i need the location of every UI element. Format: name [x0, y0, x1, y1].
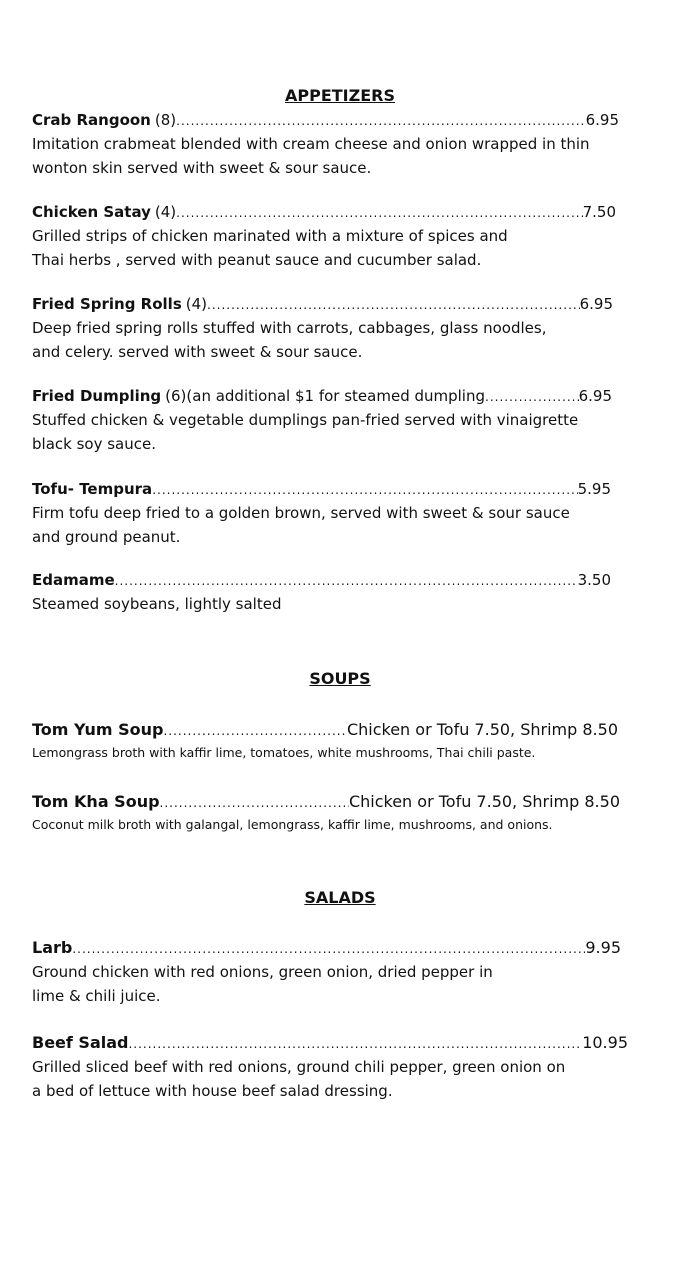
item-line [32, 1031, 628, 1056]
item-line [32, 109, 619, 133]
item-description-line2: and celery. served with sweet & sour sauce. [32, 342, 363, 361]
menu-item-larb [32, 936, 621, 1008]
menu-item-beef-salad [32, 1031, 628, 1103]
dot-leader [115, 570, 578, 593]
dot-leader [72, 938, 585, 961]
item-qty: (6)(an additional $1 for steamed dumpling [165, 387, 486, 405]
item-description: Imitation crabmeat blended with cream cheese and onion wrapped in thin [32, 135, 590, 153]
item-line [32, 569, 611, 593]
item-name: Crab Rangoon [32, 111, 151, 129]
item-name: Edamame [32, 571, 115, 589]
item-description-line2: a bed of lettuce with house beef salad dressing. [32, 1081, 393, 1100]
item-description: Deep fried spring rolls stuffed with carrots, cabbages, glass noodles, [32, 319, 547, 337]
item-line [32, 790, 620, 815]
item-qty: (8) [154, 111, 177, 129]
dot-leader [207, 294, 580, 317]
item-name: Tom Kha Soup [32, 792, 160, 811]
item-price: 6.95 [585, 111, 619, 129]
item-price: 9.95 [585, 938, 621, 957]
item-line [32, 478, 611, 502]
item-price: 5.95 [577, 480, 611, 498]
item-price: 6.95 [578, 387, 612, 405]
menu-item-tom-yum-soup [32, 718, 618, 763]
item-description-line2: lime & chili juice. [32, 986, 161, 1005]
item-line [32, 718, 618, 743]
dot-leader [163, 720, 347, 743]
menu-item-fried-dumpling [32, 385, 612, 456]
item-description: Stuffed chicken & vegetable dumplings pan-fried served with vinaigrette [32, 411, 579, 429]
menu-item-fried-spring-rolls [32, 293, 613, 364]
item-name: Chicken Satay [32, 203, 151, 221]
item-description: Coconut milk broth with galangal, lemongrass, kaffir lime, mushrooms, and onions. [32, 817, 553, 832]
dot-leader [485, 386, 579, 409]
item-qty: (4) [185, 295, 207, 313]
item-price: Chicken or Tofu 7.50, Shrimp 8.50 [348, 792, 620, 811]
item-price: 10.95 [582, 1033, 628, 1052]
item-line [32, 293, 613, 317]
item-name: Fried Dumpling [32, 387, 162, 405]
item-name: Tofu- Tempura [32, 480, 153, 498]
dot-leader [128, 1033, 582, 1056]
salads-heading: SALADS [304, 888, 376, 907]
dot-leader [176, 202, 582, 225]
item-description-line2: and ground peanut. [32, 527, 181, 546]
appetizers-heading: APPETIZERS [284, 86, 395, 105]
dot-leader [176, 110, 585, 133]
item-price: 7.50 [582, 203, 616, 221]
item-name: Fried Spring Rolls [32, 295, 182, 313]
item-name: Tom Yum Soup [32, 720, 164, 739]
menu-item-edamame [32, 569, 611, 617]
item-description: Steamed soybeans, lightly salted [32, 595, 282, 613]
item-qty: (4) [154, 203, 177, 221]
item-price: Chicken or Tofu 7.50, Shrimp 8.50 [346, 720, 618, 739]
menu-item-tofu-tempura [32, 478, 611, 549]
item-price: 6.95 [579, 295, 613, 313]
item-description-line2: black soy sauce. [32, 434, 156, 453]
menu-item-chicken-satay [32, 201, 616, 272]
menu-item-crab-rangoon [32, 109, 619, 180]
item-description: Grilled sliced beef with red onions, ground chili pepper, green onion on [32, 1058, 566, 1076]
item-line [32, 385, 612, 409]
item-line [32, 936, 621, 961]
menu-item-tom-kha-soup [32, 790, 620, 835]
item-name: Larb [32, 938, 73, 957]
item-price: 3.50 [577, 571, 611, 589]
dot-leader [152, 479, 577, 502]
item-description-line2: wonton skin served with sweet & sour sauce. [32, 158, 372, 177]
item-description-line2: Thai herbs , served with peanut sauce and cucumber salad. [32, 250, 482, 269]
dot-leader [160, 792, 349, 815]
soups-heading: SOUPS [309, 669, 371, 688]
item-description: Ground chicken with red onions, green onion, dried pepper in [32, 963, 493, 981]
item-name: Beef Salad [32, 1033, 129, 1052]
item-description: Grilled strips of chicken marinated with a mixture of spices and [32, 227, 508, 245]
item-description: Lemongrass broth with kaffir lime, tomatoes, white mushrooms, Thai chili paste. [32, 745, 536, 760]
item-line [32, 201, 616, 225]
item-description: Firm tofu deep fried to a golden brown, served with sweet & sour sauce [32, 504, 570, 522]
